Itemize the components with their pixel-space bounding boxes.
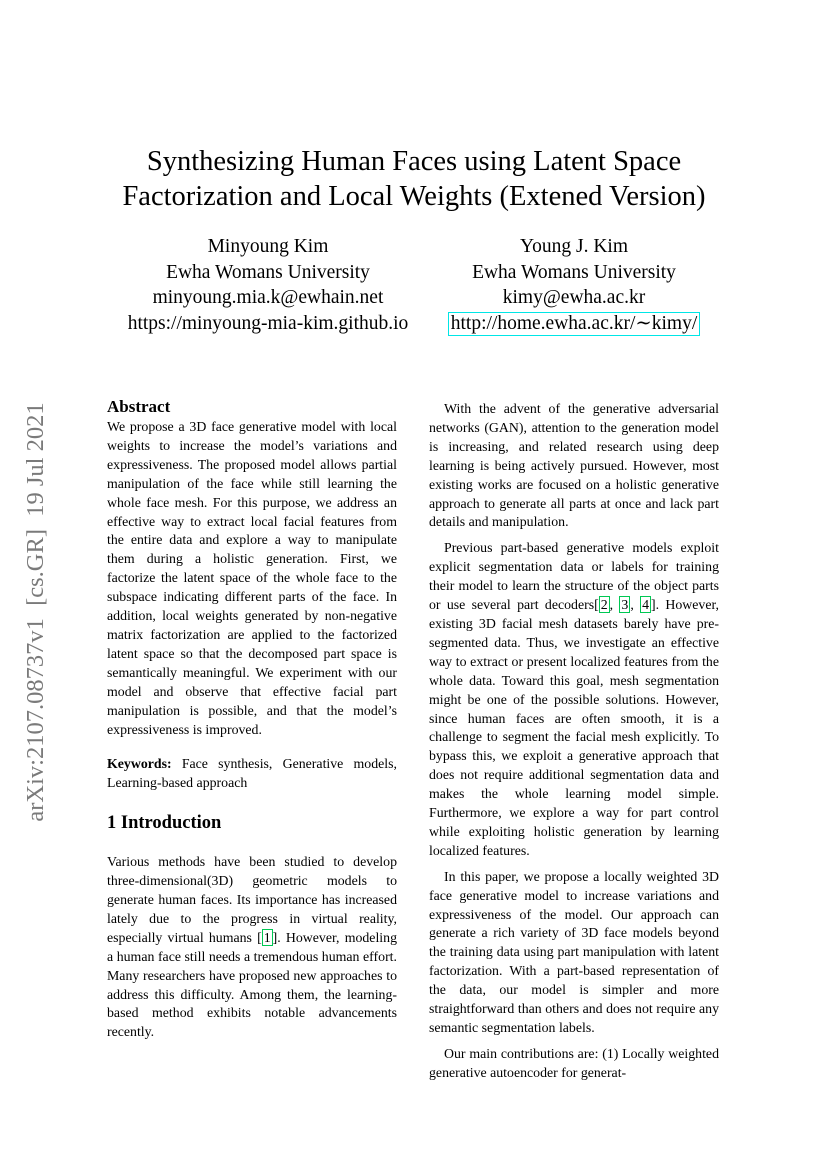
abstract-heading: Abstract xyxy=(107,397,171,416)
keywords-text: Face synthesis, Generative models, Learning-based approach xyxy=(107,756,397,791)
paper-title xyxy=(0,144,828,214)
citation-link[interactable]: 4 xyxy=(642,597,649,613)
citation-link[interactable]: 1 xyxy=(263,929,271,945)
intro-paragraph-1: Various methods have been studied to develop three-dimensional(3D) geometric models to generate human faces. Its importance has increased lately due to the progress in virtual reality, especially virtual humans [ 1 ]. However, modeling a human face still needs a tremendous human effort. Many researchers have proposed new approaches to address this difficulty. Among them, the learning-based method exhibits notable advancements recently. xyxy=(107,854,397,1040)
intro-paragraph-5: Our main contributions are: (1) Locally weighted generative autoencoder for generat- xyxy=(429,1045,719,1080)
intro-paragraph-3: Previous part-based generative models exploit explicit segmentation data or labels for training their model to learn the structure of the object parts or use several part decoders[ 2 , 3 , 4 ]. However, existing 3D facial mesh datasets barely have pre-segmented data. Thus, we investigate an effective way to extract or present localized features from the whole data. Toward this goal, mesh segmentation might be one of the possible solutions. However, since human faces are often smooth, it is a challenge to segment the facial mesh explicitly. To bypass this, we exploit a generative approach that does not require additional segmentation data and makes the whole learning model simple. Furthermore, we explore a way for part control while exploiting holistic generation by learning localized features. xyxy=(429,540,720,858)
intro-paragraph-2: With the advent of the generative adversarial networks (GAN), attention to the generation model is increasing, and related research using deep learning is being actively pursued. However, most existing works are focused on a holistic generative approach to generate all parts at once and lack part details and manipulation. xyxy=(429,401,719,530)
author-homepage: https://minyoung-mia-kim.github.io xyxy=(127,313,409,335)
arxiv-identifier-stamp: arXiv:2107.08737v1 [cs.GR] 19 Jul 2021 xyxy=(22,402,49,822)
title-line-1: Synthesizing Human Faces using Latent Space xyxy=(146,146,682,177)
author-block-2 xyxy=(432,234,716,337)
section-heading-introduction: 1 Introduction xyxy=(107,813,222,834)
author-name: Young J. Kim xyxy=(519,236,628,257)
citation-link[interactable]: 2 xyxy=(600,597,608,613)
keywords-label: Keywords: xyxy=(107,756,172,772)
intro-paragraph-4: In this paper, we propose a locally weighted 3D face generative model to increase variations and expressiveness of the model. Our approach can generate a rich variety of 3D face models beyond the training data using part manipulation with latent factorization. With a part-based representation of the data, our model is simpler and more straightforward than others and does not require any semantic segmentation labels. xyxy=(429,868,719,1035)
author-affiliation: Ewha Womans University xyxy=(472,261,676,283)
right-column xyxy=(429,400,719,1083)
author-email: minyoung.mia.k@ewhain.net xyxy=(152,287,384,309)
citation-link[interactable]: 3 xyxy=(621,597,629,613)
keywords-line xyxy=(107,755,397,793)
abstract-text: We propose a 3D face generative model with local weights to increase the model’s variations and expressiveness. The proposed model allows partial manipulation of the face while still learning the whole face mesh. For this purpose, we address an effective way to extract local facial features from the entire data and explore a way to manipulate them during a holistic generation. First, we factorize the latent space of the whole face to the subspace indicating different parts of the face. In addition, local weights generated by non-negative matrix factorization are applied to the factorized latent space so that the decomposed part space is semantically meaningful. We experiment with our model and observe that effective facial part manipulation is possible, and that the model’s expressiveness is improved. xyxy=(107,419,397,737)
left-column xyxy=(107,396,397,1042)
author-email: kimy@ewha.ac.kr xyxy=(502,287,646,309)
author-homepage-link[interactable]: http://home.ewha.ac.kr/∼kimy/ xyxy=(448,312,701,336)
author-name: Minyoung Kim xyxy=(207,236,329,257)
author-block-1 xyxy=(118,234,418,337)
title-line-2: Factorization and Local Weights (Extened Version) xyxy=(122,181,706,212)
author-affiliation: Ewha Womans University xyxy=(166,261,370,283)
